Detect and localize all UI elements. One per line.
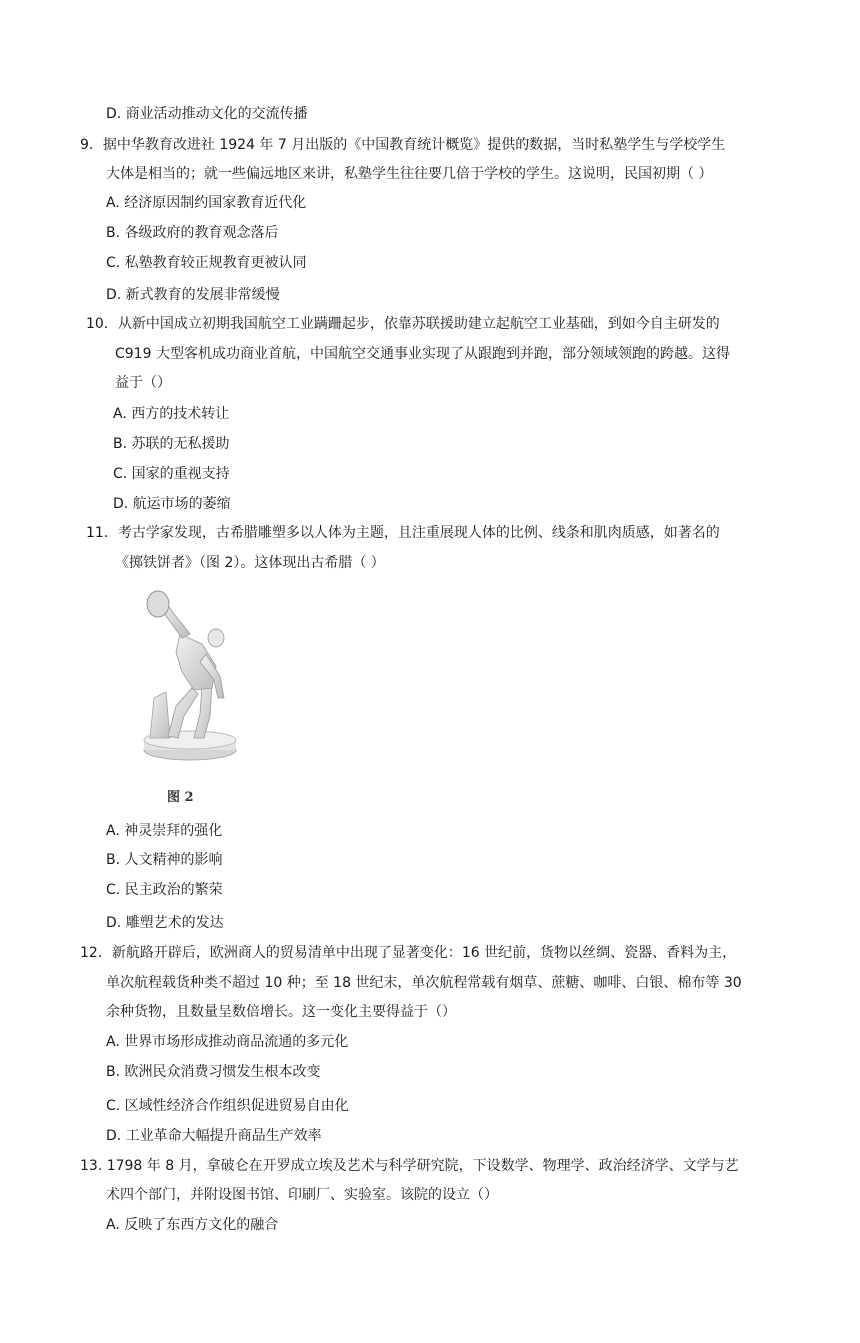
prev-option-d: D. 商业活动推动文化的交流传播 xyxy=(106,106,308,122)
q10-stem-line-1: 10．从新中国成立初期我国航空工业蹒跚起步，依靠苏联援助建立起航空工业基础，到如今自主研发的 xyxy=(86,316,720,332)
q12-option-a: A. 世界市场形成推动商品流通的多元化 xyxy=(106,1034,349,1050)
q11-option-a: A. 神灵崇拜的强化 xyxy=(106,823,223,839)
q10-option-d: D. 航运市场的萎缩 xyxy=(113,496,231,512)
q10-option-a: A. 西方的技术转让 xyxy=(113,406,230,422)
q11-option-d: D. 雕塑艺术的发达 xyxy=(106,915,224,931)
q9-option-b: B. 各级政府的教育观念落后 xyxy=(106,225,279,241)
q9-stem-line-2: 大体是相当的；就一些偏远地区来讲，私塾学生往往要几倍于学校的学生。这说明，民国初期（ ） xyxy=(106,166,713,182)
q12-option-d: D. 工业革命大幅提升商品生产效率 xyxy=(106,1128,322,1144)
q12-option-c: C. 区域性经济合作组织促进贸易自由化 xyxy=(106,1098,349,1114)
q10-stem-line-2: C919 大型客机成功商业首航，中国航空交通事业实现了从跟跑到并跑，部分领域领跑的跨越。这得 xyxy=(115,346,730,362)
q11-option-b: B. 人文精神的影响 xyxy=(106,852,223,868)
q11-stem-line-1: 11．考古学家发现，古希腊雕塑多以人体为主题，且注重展现人体的比例、线条和肌肉质感，如著名的 xyxy=(86,525,720,541)
q13-option-a: A. 反映了东西方文化的融合 xyxy=(106,1217,279,1233)
q10-option-c: C. 国家的重视支持 xyxy=(113,466,230,482)
q13-stem-line-2: 术四个部门，并附设图书馆、印刷厂、实验室。该院的设立（） xyxy=(106,1187,498,1203)
q9-option-a: A. 经济原因制约国家教育近代化 xyxy=(106,195,307,211)
figure-caption: 图 2 xyxy=(167,790,194,805)
q11-stem-line-2: 《掷铁饼者》（图 2）。这体现出古希腊（ ） xyxy=(115,555,385,571)
q10-option-b: B. 苏联的无私援助 xyxy=(113,436,230,452)
q12-stem-line-3: 余种货物，且数量呈数倍增长。这一变化主要得益于（） xyxy=(106,1004,456,1020)
q9-option-d: D. 新式教育的发展非常缓慢 xyxy=(106,287,280,303)
q12-option-b: B. 欧洲民众消费习惯发生根本改变 xyxy=(106,1064,321,1080)
q11-option-c: C. 民主政治的繁荣 xyxy=(106,882,223,898)
q12-stem-line-1: 12．新航路开辟后，欧洲商人的贸易清单中出现了显著变化：16 世纪前，货物以丝绸、瓷器、香料为主， xyxy=(80,945,737,961)
q9-option-c: C. 私塾教育较正规教育更被认同 xyxy=(106,255,307,271)
q9-stem-line-1: 9．据中华教育改进社 1924 年 7 月出版的《中国教育统计概览》提供的数据，当时私塾学生与学校学生 xyxy=(80,137,726,153)
q12-stem-line-2: 单次航程载货种类不超过 10 种；至 18 世纪末，单次航程常载有烟草、蔗糖、咖啡、白银、棉布等 30 xyxy=(106,975,742,991)
q13-stem-line-1: 13. 1798 年 8 月，拿破仑在开罗成立埃及艺术与科学研究院，下设数学、物理学、政治经济学、文学与艺 xyxy=(80,1158,739,1174)
q10-stem-line-3: 益于（） xyxy=(115,375,171,391)
discobolus-statue-image xyxy=(136,588,246,766)
